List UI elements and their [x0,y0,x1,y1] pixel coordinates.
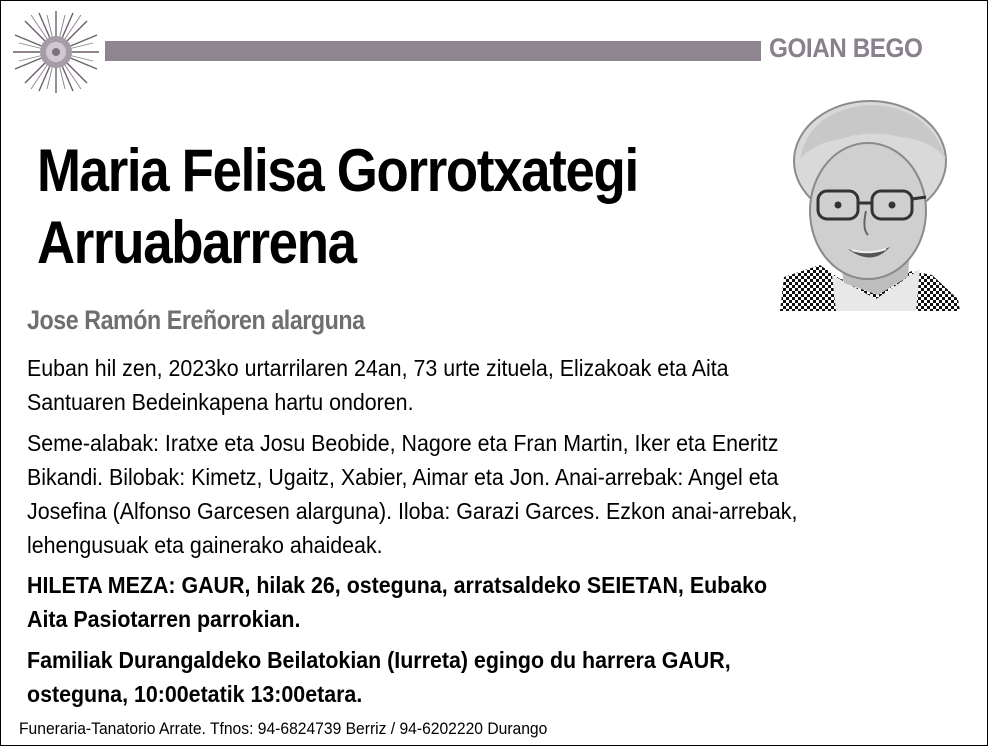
mass-line-2: Aita Pasiotarren parrokian. [27,606,301,632]
funeral-mass-paragraph [27,568,938,636]
funeral-home-footer: Funeraria-Tanatorio Arrate. Tfnos: 94-6824739 Berriz / 94-6202220 Durango [19,719,548,738]
deceased-name-line2: Arruabarrena [37,209,356,276]
deceased-name [37,135,638,279]
reception-line-1: Familiak Durangaldeko Beilatokian (Iurreta) egingo du harrera GAUR, [27,647,731,673]
deceased-subtitle: Jose Ramón Ereñoren alarguna [27,305,365,335]
family-line-4: lehengusuak eta gainerako ahaideak. [27,532,383,558]
reception-paragraph [27,643,938,711]
mass-line-1: HILETA MEZA: GAUR, hilak 26, osteguna, arratsaldeko SEIETAN, Eubako [27,572,768,598]
family-paragraph [27,426,938,562]
header-bar [105,41,761,61]
thistle-flower-icon [11,9,101,95]
family-line-2: Bikandi. Bilobak: Kimetz, Ugaitz, Xabier, Aimar eta Jon. Anai-arrebak: Angel eta [27,464,779,490]
death-notice-paragraph [27,351,938,419]
reception-line-2: osteguna, 10:00etatik 13:00etara. [27,681,363,707]
family-line-1: Seme-alabak: Iratxe eta Josu Beobide, Nagore eta Fran Martin, Iker eta Eneritz [27,430,779,456]
death-line-1: Euban hil zen, 2023ko urtarrilaren 24an, 73 urte zituela, Elizakoak eta Aita [27,355,729,381]
section-label: GOIAN BEGO [769,33,923,63]
family-line-3: Josefina (Alfonso Garcesen alarguna). Iloba: Garazi Garces. Ezkon anai-arrebak, [27,498,798,524]
deceased-portrait [780,99,960,311]
deceased-name-line1: Maria Felisa Gorrotxategi [37,137,638,204]
death-line-2: Santuaren Bedeinkapena hartu ondoren. [27,389,414,415]
